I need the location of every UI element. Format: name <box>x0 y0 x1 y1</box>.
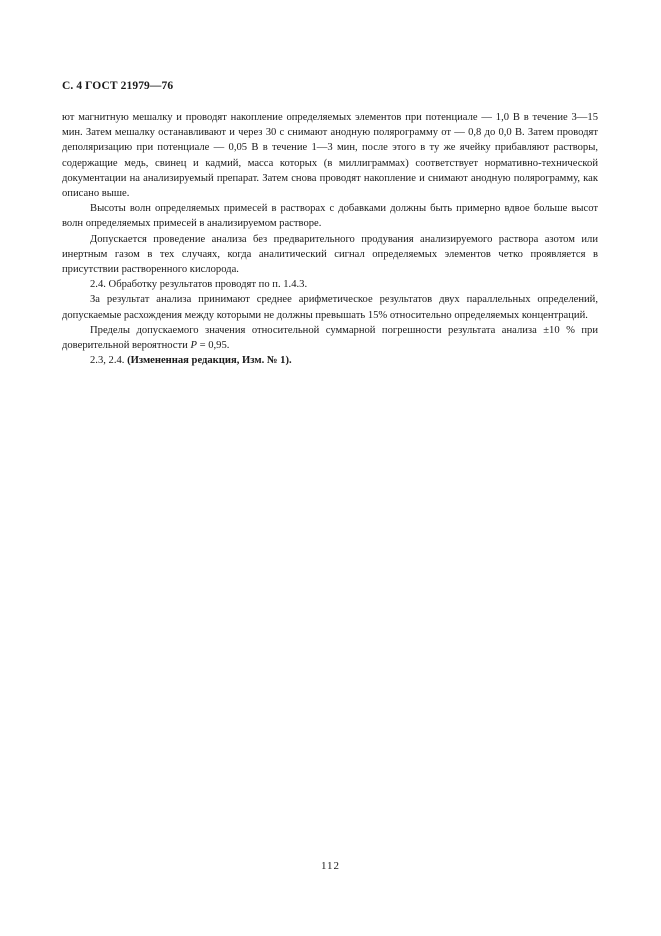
paragraph-wave-heights: Высоты волн определяемых примесей в растворах с добавками должны быть примерно вдвое больше высот волн определяемых примесей в анализируемом растворе. <box>62 203 598 230</box>
paragraph-no-purging: Допускается проведение анализа без предварительного продувания анализируемого раствора азотом или инертным газом в тех случаях, когда аналитический сигнал определяемых элементов четко проявляется в присутствии растворенного кислорода. <box>62 233 598 276</box>
amendment-label: (Измененная редакция, Изм. № 1). <box>127 355 292 367</box>
page-number: 112 <box>320 860 341 872</box>
paragraph-error-limits <box>62 323 598 353</box>
paragraph-procedure-continuation: ют магнитную мешалку и проводят накопление определяемых элементов при потенциале — 1,0 В в течение 3—15 мин. Затем мешалку останавливают и через 30 с снимают анодную полярограмму от — 0,8 до 0,0 В. Затем проводят деполяризацию при потенциале — 0,05 В в течение 1—3 мин, после этого в ту же ячейку прибавляют растворы, содержащие медь, свинец и кадмий, масса которых (в миллиграммах) соответствует нормативно-технической документации на анализируемый препарат. Затем снова проводят накопление и снимают анодную полярограмму, как описано выше. <box>62 112 598 200</box>
paragraph-result-average: За результат анализа принимают среднее арифметическое результатов двух параллельных определений, допускаемые расхождения между которыми не должны превышать 15% относительно определяемых концентраций. <box>62 294 598 321</box>
probability-value: = 0,95. <box>196 340 230 352</box>
document-body <box>62 110 598 368</box>
error-limits-text: Пределы допускаемого значения относительной суммарной погрешности результата анализа ±10 % при доверительной вероятности <box>62 324 598 352</box>
probability-variable: P <box>190 340 197 352</box>
page-header: С. 4 ГОСТ 21979—76 <box>62 80 174 92</box>
amendment-note <box>62 353 598 368</box>
amendment-sections: 2.3, 2.4. <box>90 355 128 367</box>
section-2-4-heading: 2.4. Обработку результатов проводят по п. 1.4.3. <box>90 279 308 291</box>
